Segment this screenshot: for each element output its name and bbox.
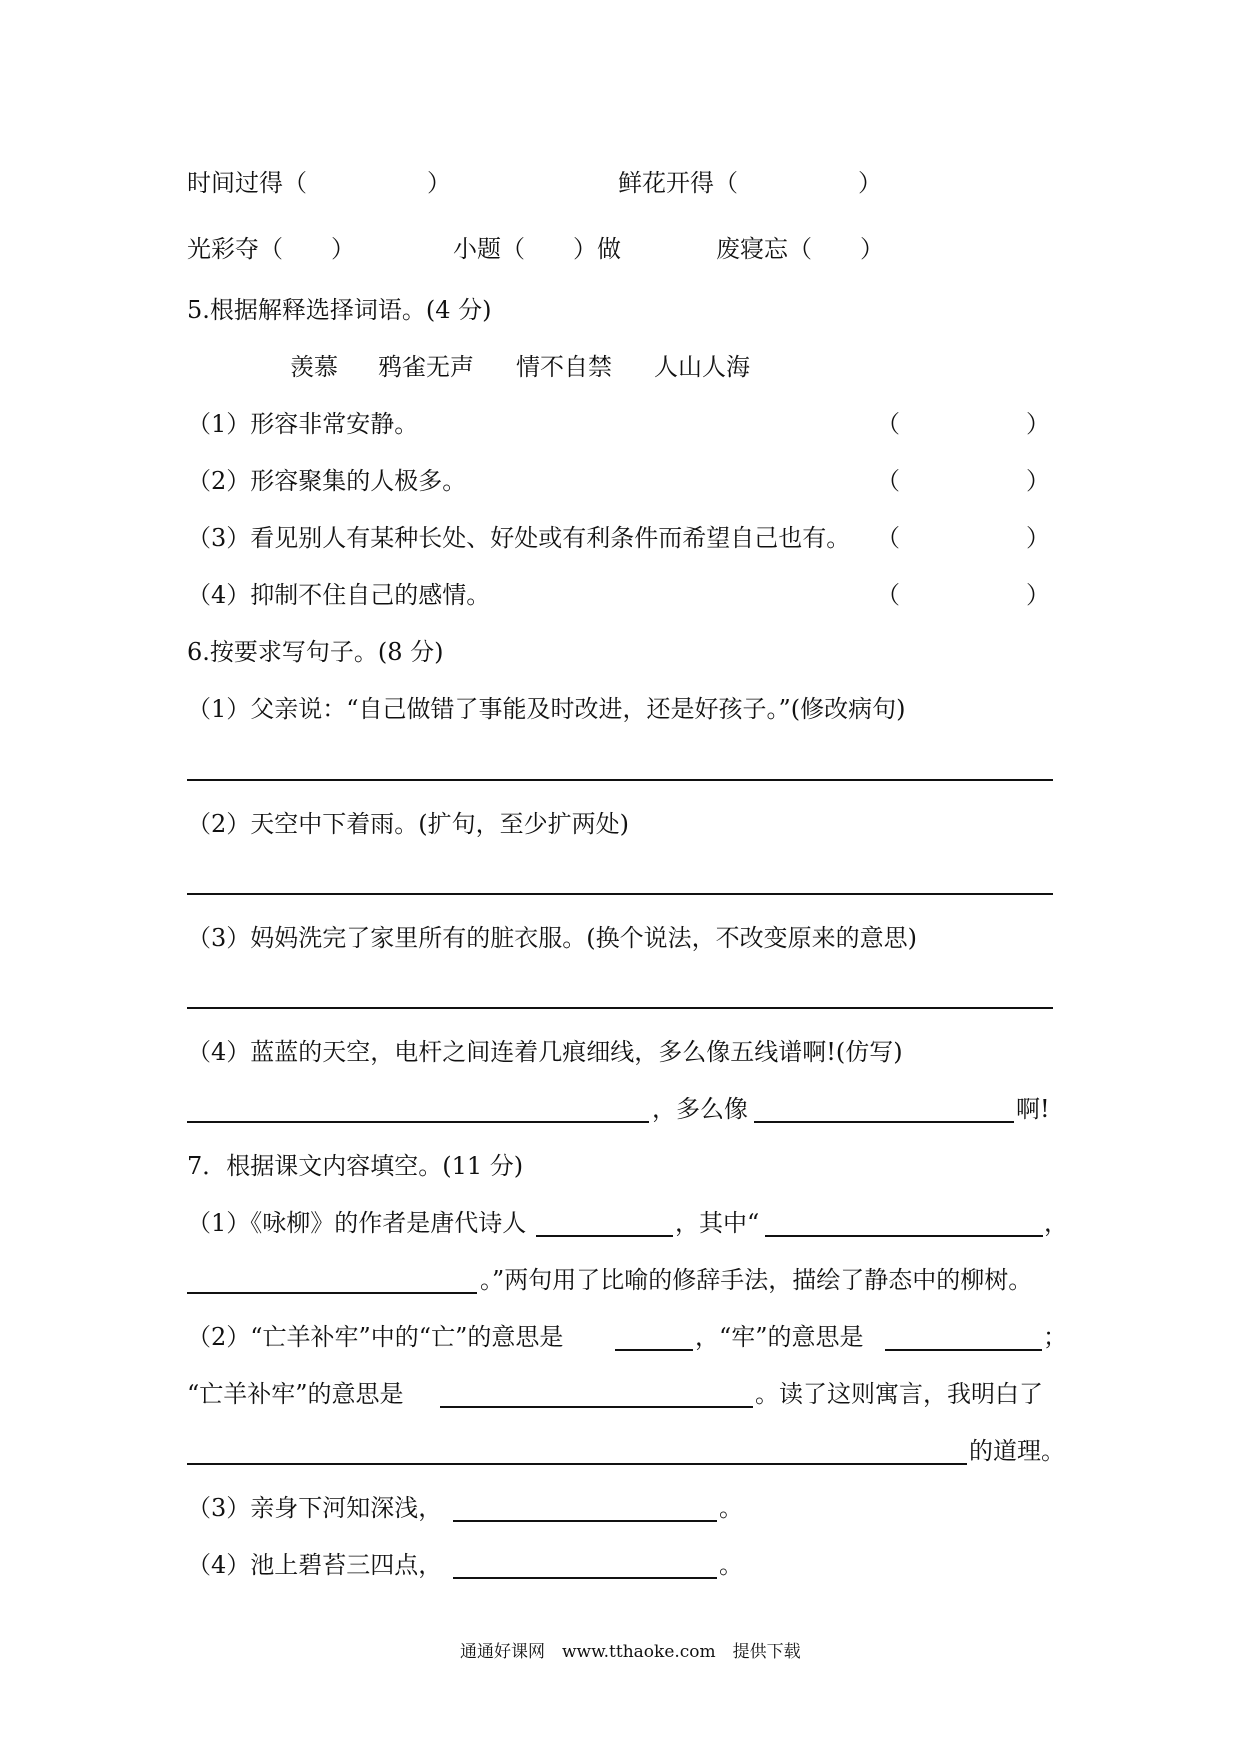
q5-word-4: 人山人海 [654,353,750,381]
q5-paren-left: （ [876,524,900,552]
q4-item-time: 时间过得（ ） [187,169,451,197]
q5-paren-right: ） [1026,410,1050,438]
q7-item-2-text: “亡羊补牢”的意思是 [187,1380,404,1408]
q6-title: 6.按要求写句子。(8 分) [187,638,444,666]
q4-item-xiaoti: 小题（ ）做 [453,235,621,263]
q6-item-2: （2）天空中下着雨。(扩句，至少扩两处) [187,810,629,838]
q5-word-1: 羡慕 [290,353,338,381]
q7-item-2-text: ，“牢”的意思是 [695,1323,864,1351]
q7-period: 。 [719,1551,743,1579]
q5-paren-right: ） [1026,581,1050,609]
q5-word-3: 情不自禁 [516,353,612,381]
fill-blank[interactable] [187,1292,477,1294]
fill-blank[interactable] [615,1349,693,1351]
q7-item-1-text: （1）《咏柳》的作者是唐代诗人 [187,1209,527,1237]
q7-period: 。 [719,1494,743,1522]
q6-item-1: （1）父亲说：“自己做错了事能及时改进，还是好孩子。”(修改病句) [187,695,906,723]
fill-blank[interactable] [453,1577,717,1579]
q6-fill-mid: ，多么像 [652,1095,748,1123]
q7-item-1-text: 。”两句用了比喻的修辞手法，描绘了静态中的柳树。 [480,1266,1033,1294]
fill-blank[interactable] [765,1235,1043,1237]
fill-blank[interactable] [754,1121,1014,1123]
q5-item-3: （3）看见别人有某种长处、好处或有利条件而希望自己也有。 [187,524,851,552]
q5-paren-left: （ [876,410,900,438]
q7-item-2-text: 。读了这则寓言，我明白了 [755,1380,1043,1408]
q7-item-4: （4）池上碧苔三四点， [187,1551,443,1579]
fill-blank[interactable] [885,1349,1042,1351]
q7-item-2-text: （2）“亡羊补牢”中的“亡”的意思是 [187,1323,564,1351]
q4-item-flowers: 鲜花开得（ ） [618,169,882,197]
q6-item-3: （3）妈妈洗完了家里所有的脏衣服。(换个说法，不改变原来的意思) [187,924,917,952]
fill-blank[interactable] [187,1121,649,1123]
answer-line[interactable] [187,779,1053,781]
q5-item-2: （2）形容聚集的人极多。 [187,467,467,495]
q4-item-guangcai: 光彩夺（ ） [187,235,355,263]
fill-blank[interactable] [440,1406,753,1408]
q7-item-2-text: 的道理。 [969,1437,1065,1465]
answer-line[interactable] [187,893,1053,895]
q5-item-1: （1）形容非常安静。 [187,410,419,438]
q4-item-feiqin: 废寝忘（ ） [716,235,884,263]
q7-item-1-text: ， [1044,1209,1068,1237]
fill-blank[interactable] [536,1235,673,1237]
q7-title: 7．根据课文内容填空。(11 分) [187,1152,524,1180]
q6-item-4: （4）蓝蓝的天空，电杆之间连着几痕细线，多么像五线谱啊!(仿写) [187,1038,903,1066]
q5-paren-right: ） [1026,467,1050,495]
fill-blank[interactable] [453,1520,717,1522]
answer-line[interactable] [187,1007,1053,1009]
q7-item-3: （3）亲身下河知深浅， [187,1494,443,1522]
q5-item-4: （4）抑制不住自己的感情。 [187,581,491,609]
q6-fill-end: 啊! [1016,1095,1050,1123]
q5-title: 5.根据解释选择词语。(4 分) [187,296,492,324]
q5-paren-left: （ [876,467,900,495]
page-footer: 通通好课网 www.tthaoke.com 提供下载 [460,1642,801,1662]
q7-item-1-text: ，其中“ [675,1209,760,1237]
q5-word-2: 鸦雀无声 [378,353,474,381]
q5-paren-left: （ [876,581,900,609]
q7-item-2-text: ； [1043,1323,1067,1351]
q5-paren-right: ） [1026,524,1050,552]
fill-blank[interactable] [187,1463,967,1465]
